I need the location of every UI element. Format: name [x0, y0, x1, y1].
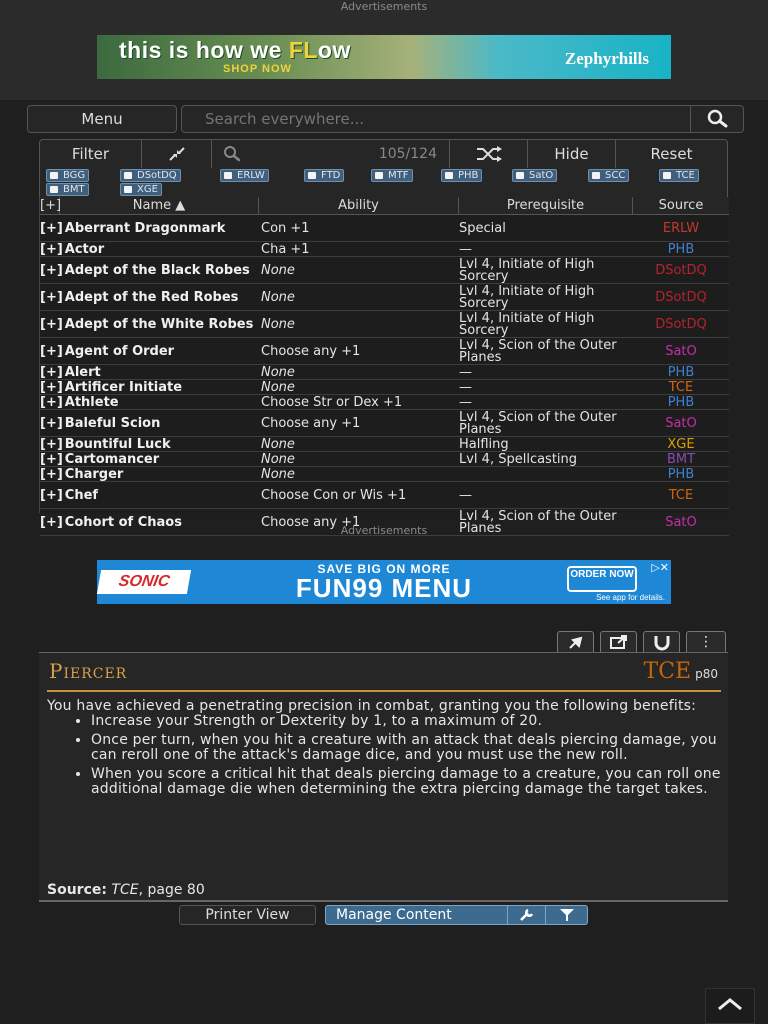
expand-row-toggle[interactable]: [+] — [40, 241, 63, 257]
list-item: • When you score a critical hit that deals piercing damage to a creature, you can roll one additional damage die when determining the extra piercing damage the target takes. — [91, 767, 723, 797]
magnet-button[interactable] — [643, 631, 680, 653]
feat-name: Alert — [64, 364, 101, 380]
table-row[interactable] — [40, 258, 729, 284]
shuffle-button[interactable] — [450, 140, 528, 168]
sonic-ad-banner[interactable] — [97, 560, 671, 604]
entry-toolbar — [557, 631, 727, 653]
source-cell[interactable]: DSotDQ — [655, 262, 707, 278]
feat-name: Bountiful Luck — [64, 436, 171, 452]
expand-row-toggle[interactable]: [+] — [40, 451, 63, 467]
feat-intro: You have achieved a penetrating precision in combat, granting you the following benefits: — [47, 698, 697, 714]
ad-label: Advertisements — [340, 0, 428, 13]
feat-name: Agent of Order — [64, 343, 175, 359]
magnifier-icon — [706, 109, 728, 129]
ability-cell: Cha +1 — [261, 241, 310, 257]
expand-row-toggle[interactable]: [+] — [40, 436, 63, 452]
funnel-icon — [559, 908, 575, 922]
feat-name: Adept of the White Robes — [64, 316, 254, 332]
ability-cell: Choose any +1 — [261, 514, 361, 530]
collapse-toggle-button[interactable] — [142, 140, 212, 168]
pin-icon — [567, 634, 585, 650]
pin-button[interactable] — [557, 631, 594, 653]
list-item: • Increase your Strength or Dexterity by 1, to a maximum of 20. — [91, 714, 723, 729]
search-button[interactable] — [690, 105, 744, 133]
funnel-button[interactable] — [545, 906, 588, 924]
expand-row-toggle[interactable]: [+] — [40, 289, 63, 305]
popout-button[interactable] — [600, 631, 637, 653]
ad-tagline: SAVE BIG ON MORE — [317, 562, 451, 576]
feat-name: Artificer Initiate — [64, 379, 183, 395]
ability-cell: None — [261, 316, 295, 332]
chip-xge[interactable]: XGE — [120, 183, 162, 196]
expand-row-toggle[interactable]: [+] — [40, 514, 63, 530]
vertical-dots-icon: ⋮ — [699, 634, 713, 650]
filter-bar — [39, 139, 728, 169]
chip-dsotdq[interactable]: DSotDQ — [120, 169, 181, 182]
ability-cell: None — [261, 364, 295, 380]
hide-button[interactable]: Hide — [528, 140, 616, 168]
chevron-up-icon — [717, 997, 743, 1011]
ability-cell: Choose Str or Dex +1 — [261, 394, 403, 410]
source-cell[interactable]: PHB — [667, 364, 695, 380]
feat-name: Cartomancer — [64, 451, 160, 467]
feat-source-abbr[interactable]: TCE — [643, 659, 692, 684]
feat-name-cell[interactable] — [40, 312, 260, 337]
feat-detail-panel — [39, 652, 728, 902]
shuffle-icon — [475, 146, 503, 162]
feat-name-cell[interactable] — [40, 339, 260, 364]
source-cell[interactable]: DSotDQ — [655, 316, 707, 332]
manage-content-button[interactable] — [325, 905, 588, 925]
feat-name-cell[interactable] — [40, 285, 260, 310]
prerequisite-cell: Lvl 4, Spellcasting — [459, 451, 578, 467]
feat-name-cell[interactable] — [40, 366, 260, 379]
more-options-button[interactable] — [686, 631, 726, 653]
source-cell[interactable]: PHB — [667, 394, 695, 410]
feat-name-cell[interactable] — [40, 468, 260, 481]
feat-source-header — [644, 659, 718, 684]
ability-column-header[interactable]: Ability — [259, 197, 459, 214]
feat-name: Charger — [64, 466, 124, 482]
chip-ftd[interactable]: FTD — [304, 169, 344, 182]
scroll-to-top-button[interactable] — [705, 988, 755, 1024]
ability-cell: None — [261, 289, 295, 305]
prerequisite-cell: Lvl 4, Scion of the Outer Planes — [459, 337, 617, 365]
table-row[interactable] — [40, 468, 729, 482]
table-row[interactable] — [40, 411, 729, 437]
feat-name-cell[interactable] — [40, 453, 260, 466]
ad-fine-print: See app for details. — [596, 593, 665, 602]
expand-row-toggle[interactable]: [+] — [40, 394, 63, 410]
source-filter-chips — [39, 168, 728, 198]
prerequisite-cell: — — [459, 364, 472, 380]
wrench-icon — [519, 908, 535, 922]
ad-close-icon[interactable]: ▷✕ — [651, 561, 669, 574]
manage-content-label: Manage Content — [336, 907, 452, 923]
ability-cell: Choose Con or Wis +1 — [261, 487, 407, 503]
chip-erlw[interactable]: ERLW — [220, 169, 269, 182]
table-row[interactable] — [40, 396, 729, 410]
prerequisite-cell: — — [459, 394, 472, 410]
result-count: 105/124 — [378, 146, 437, 162]
prerequisite-cell: — — [459, 241, 472, 257]
prerequisite-cell: Lvl 4, Scion of the Outer Planes — [459, 508, 617, 536]
table-row[interactable] — [40, 438, 729, 452]
table-row[interactable] — [40, 285, 729, 311]
source-cell[interactable]: SatO — [665, 514, 697, 530]
feat-name: Athlete — [64, 394, 119, 410]
source-cell[interactable]: TCE — [668, 487, 694, 503]
table-header — [40, 197, 729, 215]
ability-cell: Choose any +1 — [261, 343, 361, 359]
table-row[interactable] — [40, 312, 729, 338]
feat-name: Adept of the Black Robes — [64, 262, 250, 278]
menu-button[interactable]: Menu — [27, 105, 177, 133]
ad-cta: ORDER NOW — [567, 566, 637, 592]
expand-row-toggle[interactable]: [+] — [40, 415, 63, 431]
source-page: , page 80 — [138, 882, 205, 898]
source-cell[interactable]: DSotDQ — [655, 289, 707, 305]
source-cell[interactable]: PHB — [667, 466, 695, 482]
expand-row-toggle[interactable]: [+] — [40, 379, 63, 395]
source-cell[interactable]: SatO — [665, 415, 697, 431]
chip-bgg[interactable]: BGG — [46, 169, 89, 182]
prerequisite-column-header[interactable]: Prerequisite — [459, 197, 633, 214]
chip-mtf[interactable]: MTF — [371, 169, 413, 182]
reset-button[interactable]: Reset — [650, 145, 693, 163]
feat-name-cell[interactable] — [40, 243, 260, 256]
source-column-header[interactable]: Source — [658, 198, 704, 213]
expand-row-toggle[interactable]: [+] — [40, 262, 63, 278]
prerequisite-cell: Lvl 4, Initiate of High Sorcery — [459, 256, 595, 284]
magnifier-icon — [222, 145, 242, 163]
feat-name-cell[interactable] — [40, 411, 260, 436]
prerequisite-cell: — — [459, 487, 472, 503]
wrench-button[interactable] — [507, 906, 545, 924]
source-cell[interactable]: ERLW — [662, 220, 700, 236]
feat-name-cell[interactable] — [40, 216, 260, 241]
table-row[interactable] — [40, 216, 729, 242]
top-ad-region — [0, 0, 768, 100]
source-cell[interactable]: XGE — [667, 436, 695, 452]
name-column-header[interactable]: Name ▲ — [60, 197, 259, 214]
table-row[interactable] — [40, 339, 729, 365]
prerequisite-cell: Halfling — [459, 436, 509, 452]
ability-cell: None — [261, 451, 295, 467]
popout-icon — [609, 634, 629, 650]
source-cell[interactable]: PHB — [667, 241, 695, 257]
prerequisite-cell: Special — [459, 220, 506, 236]
table-row[interactable] — [40, 453, 729, 467]
feat-benefits-list — [47, 714, 723, 797]
list-item: • Once per turn, when you hit a creature with an attack that deals piercing damage, you can reroll one of the attack's damage dice, and you must use the new roll. — [91, 733, 723, 763]
source-cell[interactable]: BMT — [666, 451, 696, 467]
feat-name: Baleful Scion — [64, 415, 161, 431]
prerequisite-cell: — — [459, 379, 472, 395]
feat-name-cell[interactable] — [40, 483, 260, 508]
prerequisite-cell: Lvl 4, Scion of the Outer Planes — [459, 409, 617, 437]
ability-cell: None — [261, 379, 295, 395]
chip-scc[interactable]: SCC — [588, 169, 629, 182]
chip-bmt[interactable]: BMT — [46, 183, 89, 196]
table-row[interactable] — [40, 483, 729, 509]
table-row[interactable] — [40, 381, 729, 395]
feat-title: Piercer — [49, 659, 128, 683]
expand-row-toggle[interactable]: [+] — [40, 364, 63, 380]
feat-name: Aberrant Dragonmark — [64, 220, 226, 236]
prerequisite-cell — [459, 468, 632, 481]
ability-cell: Choose any +1 — [261, 415, 361, 431]
chip-phb[interactable]: PHB — [441, 169, 482, 182]
expand-row-toggle[interactable]: [+] — [40, 466, 63, 482]
printer-view-button[interactable]: Printer View — [179, 905, 316, 925]
feat-name-cell[interactable] — [40, 396, 260, 409]
expand-all-header[interactable]: [+] — [40, 198, 62, 213]
ad-brand: SONIC — [97, 570, 191, 594]
expand-row-toggle[interactable]: [+] — [40, 220, 63, 236]
source-label: Source: — [47, 882, 107, 898]
ability-cell: None — [261, 436, 295, 452]
zephyrhills-ad-banner[interactable] — [97, 35, 671, 79]
feat-name: Actor — [64, 241, 105, 257]
table-row[interactable] — [40, 366, 729, 380]
chip-tce[interactable]: TCE — [659, 169, 699, 182]
search-input[interactable] — [181, 105, 691, 133]
feat-page: p80 — [695, 667, 718, 681]
expand-row-toggle[interactable]: [+] — [40, 487, 63, 503]
ability-cell: None — [261, 466, 295, 482]
expand-row-toggle[interactable]: [+] — [40, 343, 63, 359]
source-cell[interactable]: TCE — [668, 379, 694, 395]
table-row[interactable] — [40, 243, 729, 257]
feat-name: Cohort of Chaos — [64, 514, 182, 530]
chip-sato[interactable]: SatO — [512, 169, 557, 182]
expand-row-toggle[interactable]: [+] — [40, 316, 63, 332]
ability-cell: None — [261, 262, 295, 278]
ad-label: Advertisements — [340, 524, 428, 537]
collapse-arrows-icon — [167, 146, 187, 162]
prerequisite-cell: Lvl 4, Initiate of High Sorcery — [459, 283, 595, 311]
ad-brand: Zephyrhills — [564, 49, 649, 68]
source-book-link[interactable]: TCE — [111, 882, 139, 898]
feat-name: Chef — [64, 487, 99, 503]
feat-name-cell[interactable] — [40, 258, 260, 283]
ad-headline: FUN99 MENU — [295, 573, 473, 603]
title-divider — [47, 690, 721, 692]
feat-name-cell[interactable] — [40, 438, 260, 451]
feat-description — [47, 699, 723, 801]
prerequisite-cell: Lvl 4, Initiate of High Sorcery — [459, 310, 595, 338]
filter-button[interactable]: Filter — [40, 140, 142, 168]
ability-cell: Con +1 — [261, 220, 310, 236]
filter-search-field[interactable] — [212, 140, 450, 168]
feat-source-line — [47, 882, 205, 898]
magnet-icon — [653, 634, 671, 650]
ad-cta: SHOP NOW — [223, 63, 292, 75]
feat-name-cell[interactable] — [40, 381, 260, 394]
feat-name: Adept of the Red Robes — [64, 289, 239, 305]
source-cell[interactable]: SatO — [665, 343, 697, 359]
ad-headline: this is how we FLow — [119, 37, 351, 63]
